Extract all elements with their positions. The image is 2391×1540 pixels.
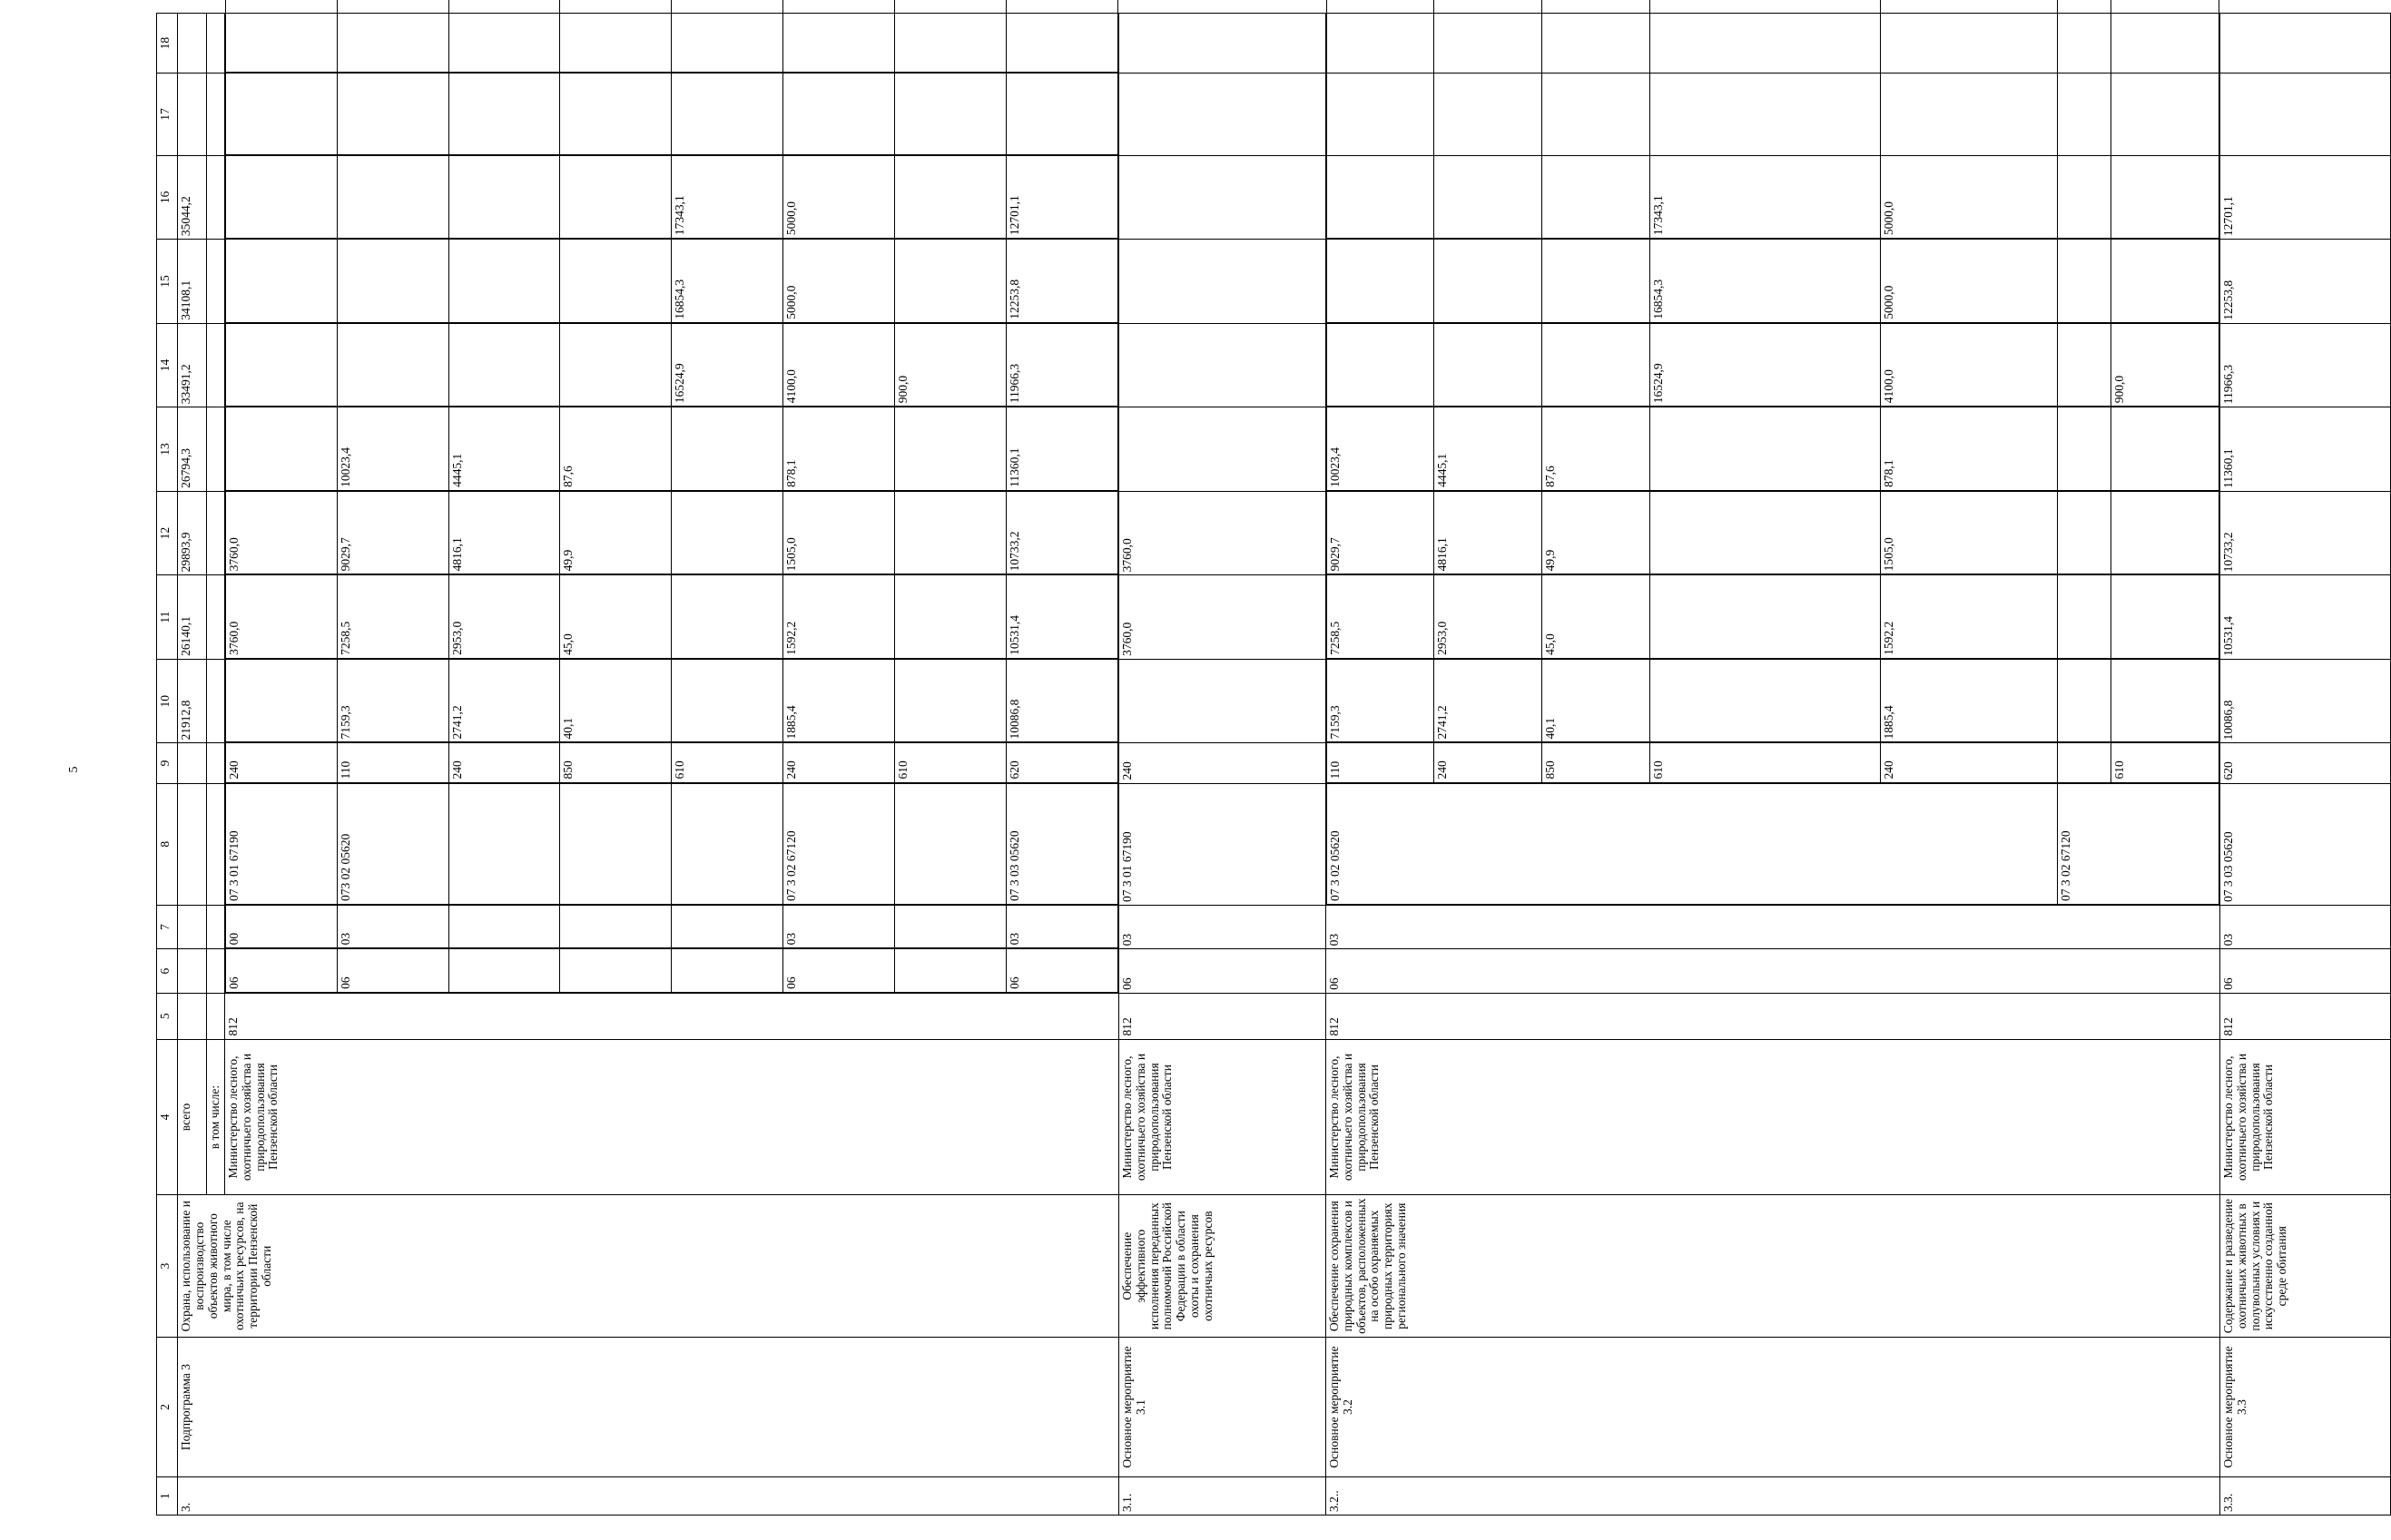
cell: 07 3 01 67190 <box>1118 783 1325 905</box>
row-number: 3. <box>178 1477 1119 1515</box>
header-cell: 17 <box>157 74 178 155</box>
subtable-c15: 16854,3 5000,0 12253,8 <box>224 240 1118 324</box>
subtable-c12: 3760,0 9029,7 4816,1 49,9 1505,0 10733,2 <box>224 491 1118 575</box>
cell <box>1325 74 2219 155</box>
subtable-c17 <box>224 74 1118 155</box>
cell: 26140,1 <box>178 575 207 660</box>
cell: 11360,1 <box>2219 407 2390 492</box>
cell <box>1118 240 1325 324</box>
cell: 620 <box>2219 743 2390 783</box>
header-cell: 11 <box>157 575 178 660</box>
cell <box>1118 659 1325 743</box>
cell <box>207 407 225 492</box>
page-number: 5 <box>67 766 81 773</box>
subtable-c8: 07 3 01 67190 073 02 05620 07 3 02 67120 07 3 03 05620 <box>224 783 1118 905</box>
table-row-activity-3-3 <box>2219 14 2390 1515</box>
cell: 29893,9 <box>178 491 207 575</box>
subtable-c12: 9029,7 4816,1 49,9 1505,0 <box>1325 491 2219 575</box>
including-label: в том числе: <box>207 1039 225 1195</box>
header-cell: 8 <box>157 783 178 905</box>
header-cell: 18 <box>157 14 178 74</box>
cell: 11966,3 <box>2219 323 2390 407</box>
cell <box>207 949 225 993</box>
header-row <box>157 14 178 1515</box>
cell: 3760,0 <box>1118 575 1325 660</box>
cell <box>178 743 207 783</box>
cell: 12701,1 <box>2219 155 2390 240</box>
cell <box>207 993 225 1039</box>
cell <box>178 905 207 948</box>
cell <box>178 949 207 993</box>
subtable-c13: 10023,4 4445,1 87,6 878,1 11360,1 <box>224 407 1118 492</box>
header-cell: 12 <box>157 491 178 575</box>
cell: 06 <box>1325 949 2219 993</box>
subtable-c13: 10023,4 4445,1 87,6 878,1 <box>1325 407 2219 492</box>
header-cell: 10 <box>157 659 178 743</box>
cell: 03 <box>1118 905 1325 948</box>
cell: 10086,8 <box>2219 659 2390 743</box>
header-cell: 16 <box>157 155 178 240</box>
row-name: Основное мероприятие 3.3 <box>2219 1337 2390 1476</box>
row-number: 3.3. <box>2219 1477 2390 1515</box>
grbs-code: 812 <box>1118 993 1325 1039</box>
header-cell: 14 <box>157 323 178 407</box>
cell <box>178 74 207 155</box>
cell <box>207 659 225 743</box>
grbs-code: 812 <box>2219 993 2390 1039</box>
total-label: всего <box>178 1039 207 1195</box>
cell: 06 <box>2219 949 2390 993</box>
subtable-c7: 00 03 03 03 <box>224 905 1118 948</box>
row-number: 3.1. <box>1118 1477 1325 1515</box>
cell: 12253,8 <box>2219 240 2390 324</box>
row-organization: Министерство лесного, охотничьего хозяйства и природопользования Пензенской области <box>2219 1039 2390 1195</box>
subtable-c11: 7258,5 2953,0 45,0 1592,2 <box>1325 575 2219 660</box>
cell <box>207 14 225 74</box>
subtable-c14: 16524,9 4100,0 900,0 11966,3 <box>224 323 1118 407</box>
cell <box>207 74 225 155</box>
cell: 07 3 03 05620 <box>2219 783 2390 905</box>
row-description: Охрана, использование и воспроизводство объектов животного мира, в том числе охотничьих ресурсов, на территории Пензенской области <box>178 1195 1119 1337</box>
cell: 10531,4 <box>2219 575 2390 660</box>
subtable-c9: 110 240 850 610 240 610 <box>1325 743 2219 783</box>
header-cell: 13 <box>157 407 178 492</box>
header-cell: 9 <box>157 743 178 783</box>
subtable-c10: 7159,3 2741,2 40,1 1885,4 10086,8 <box>224 659 1118 743</box>
cell: 34108,1 <box>178 240 207 324</box>
cell: 3760,0 <box>1118 491 1325 575</box>
cell <box>1118 323 1325 407</box>
header-cell: 3 <box>157 1195 178 1337</box>
cell <box>1118 74 1325 155</box>
header-cell: 4 <box>157 1039 178 1195</box>
cell <box>207 905 225 948</box>
cell <box>1325 14 2219 74</box>
budget-table <box>156 13 2391 1515</box>
row-organization: Министерство лесного, охотничьего хозяйства и природопользования Пензенской области <box>1325 1039 2219 1195</box>
header-cell: 6 <box>157 949 178 993</box>
cell <box>1118 155 1325 240</box>
cell <box>207 743 225 783</box>
table-row-subprogram-3-total <box>178 14 207 1515</box>
cell: 06 <box>1118 949 1325 993</box>
row-description: Обеспечение эффективного исполнения переданных полномочий Российской Федерации в области охоты и сохранения охотничьих ресурсов <box>1118 1195 1325 1337</box>
cell: 26794,3 <box>178 407 207 492</box>
cell: 35044,2 <box>178 155 207 240</box>
cell <box>2219 74 2390 155</box>
cell <box>207 575 225 660</box>
row-description: Обеспечение сохранения природных комплексов и объектов, расположенных на особо охраняемых природных территориях регионального значения <box>1325 1195 2219 1337</box>
cell <box>207 240 225 324</box>
subtable-c6: 06 06 06 06 <box>224 949 1118 993</box>
row-name: Основное мероприятие 3.2 <box>1325 1337 2219 1476</box>
grbs-code: 812 <box>224 993 1118 1039</box>
subtable-c11: 3760,0 7258,5 2953,0 45,0 1592,2 10531,4 <box>224 575 1118 660</box>
row-description: Содержание и разведение охотничьих животных в полувольных условиях и искусственно созданной среде обитания <box>2219 1195 2390 1337</box>
row-organization: Министерство лесного, охотничьего хозяйства и природопользования Пензенской области <box>1118 1039 1325 1195</box>
header-cell: 1 <box>157 1477 178 1515</box>
table-row-activity-3-2 <box>1325 14 2219 1515</box>
cell <box>2219 14 2390 74</box>
header-cell: 2 <box>157 1337 178 1476</box>
subtable-c16: 17343,1 5000,0 12701,1 <box>224 155 1118 240</box>
subtable-c15: 16854,3 5000,0 <box>1325 240 2219 324</box>
cell <box>178 783 207 905</box>
row-organization: Министерство лесного, охотничьего хозяйства и природопользования Пензенской области <box>224 1039 1118 1195</box>
cell <box>1118 407 1325 492</box>
cell: 33491,2 <box>178 323 207 407</box>
subtable-c8: 07 3 02 05620 07 3 02 67120 <box>1325 783 2219 905</box>
cell: 240 <box>1118 743 1325 783</box>
cell: 10733,2 <box>2219 491 2390 575</box>
header-cell: 15 <box>157 240 178 324</box>
cell <box>207 323 225 407</box>
row-name: Подпрограмма 3 <box>178 1337 1119 1476</box>
grbs-code: 812 <box>1325 993 2219 1039</box>
cell <box>207 783 225 905</box>
rotated-table-wrapper <box>156 0 2289 1515</box>
row-name: Основное мероприятие 3.1 <box>1118 1337 1325 1476</box>
cell <box>178 14 207 74</box>
table-row-activity-3-1 <box>1118 14 1325 1515</box>
subtable-c16: 17343,1 5000,0 <box>1325 155 2219 240</box>
header-cell: 5 <box>157 993 178 1039</box>
row-number: 3.2.. <box>1325 1477 2219 1515</box>
subtable-c14: 16524,9 4100,0 900,0 <box>1325 323 2219 407</box>
cell <box>207 491 225 575</box>
cell <box>178 993 207 1039</box>
cell: 03 <box>2219 905 2390 948</box>
cell <box>1118 14 1325 74</box>
cell: 03 <box>1325 905 2219 948</box>
cell: 21912,8 <box>178 659 207 743</box>
header-cell: 7 <box>157 905 178 948</box>
subtable-c9: 240 110 240 850 610 240 610 620 <box>224 743 1118 783</box>
cell <box>207 155 225 240</box>
subtable-c18 <box>224 14 1118 74</box>
subtable-c10: 7159,3 2741,2 40,1 1885,4 <box>1325 659 2219 743</box>
